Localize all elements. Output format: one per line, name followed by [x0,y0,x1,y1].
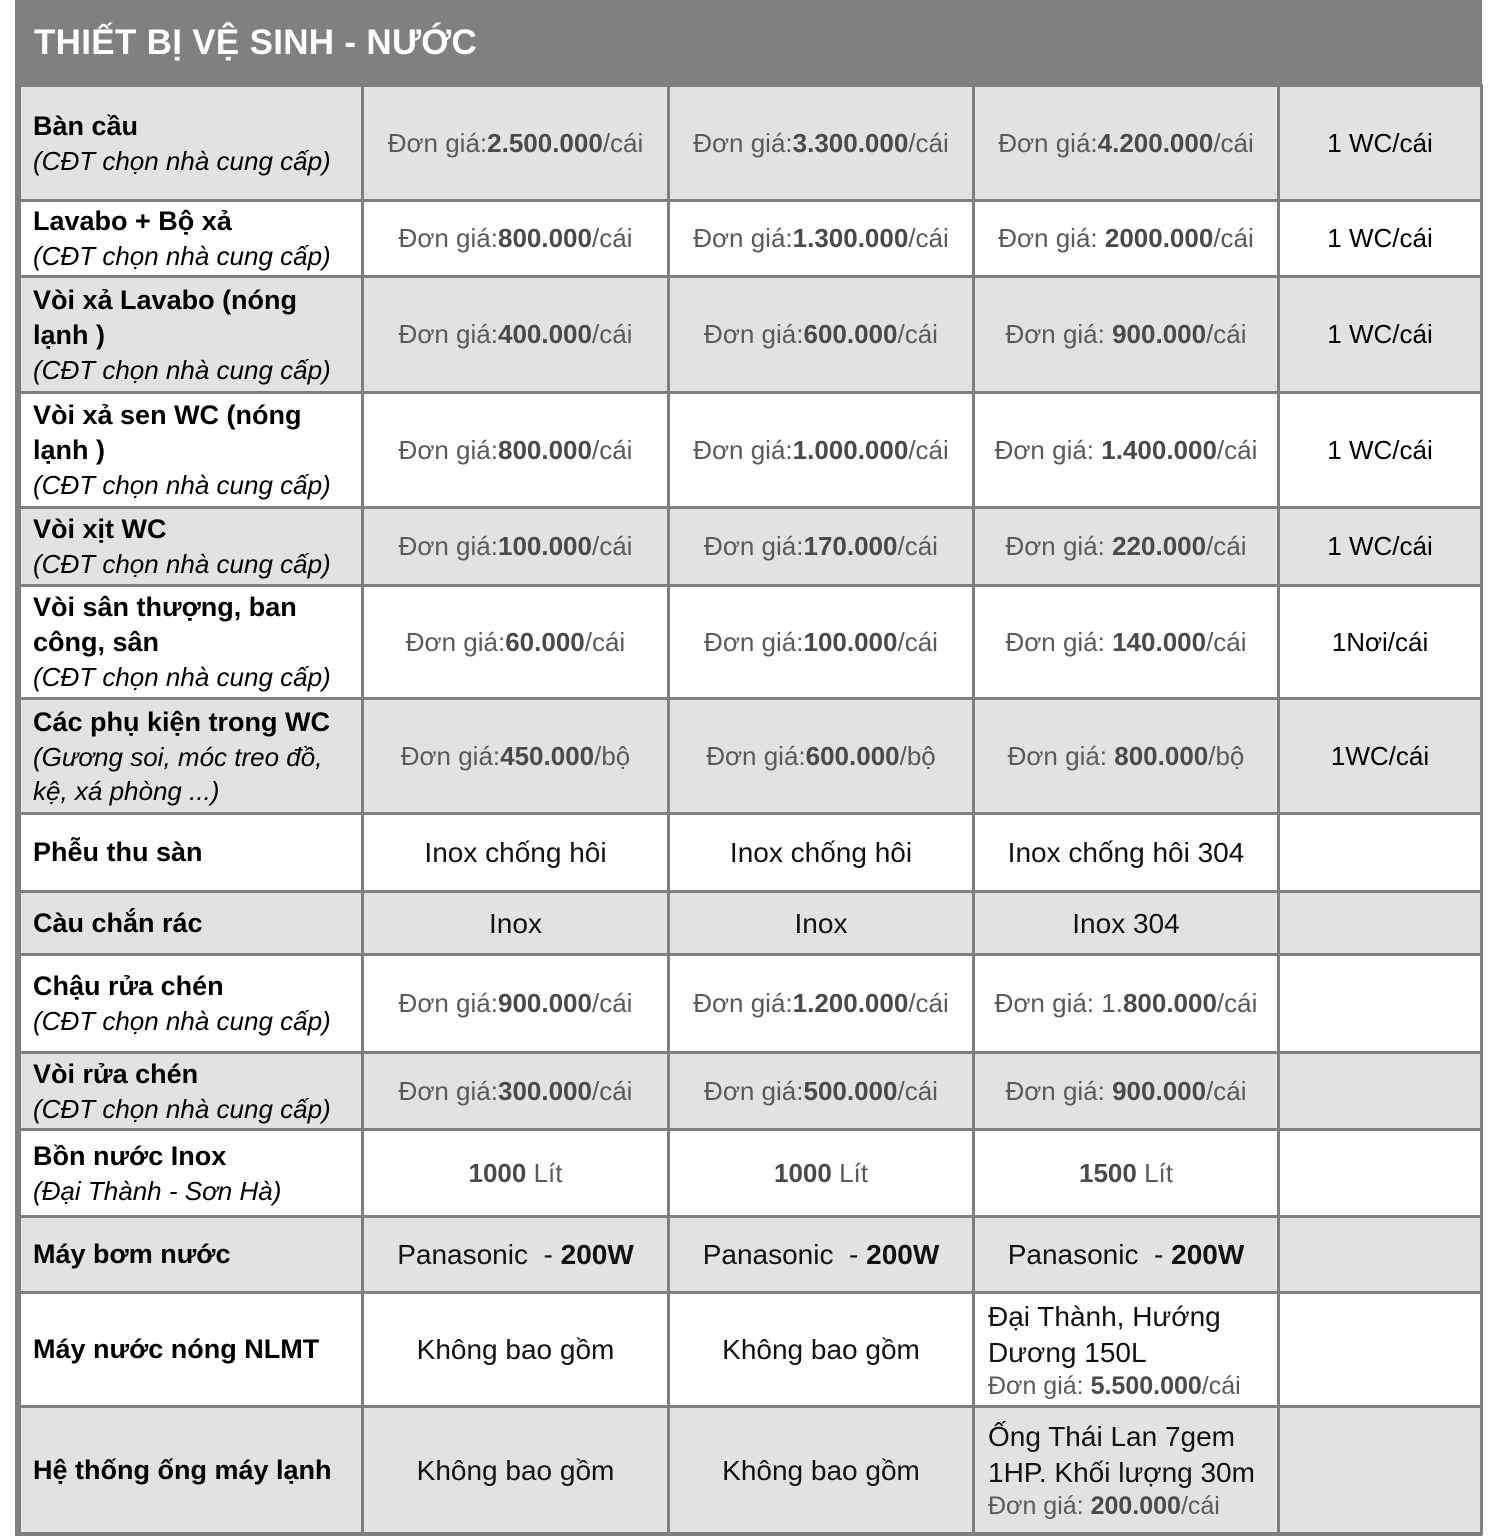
price-label: Đơn giá: [398,988,498,1019]
package-3-cell [974,1130,1279,1217]
pump-brand: Panasonic - [1007,1239,1172,1270]
price-value: 220.000 [1112,531,1207,562]
item-note: (CĐT chọn nhà cung cấp) [33,470,331,500]
item-name: Vòi xả sen WC (nóng lạnh ) [33,400,302,465]
item-name-cell [20,892,363,955]
price-unit: /cái [1206,626,1247,657]
price-label: Đơn giá: [988,1371,1091,1400]
item-name: Vòi sân thượng, ban công, sân [33,592,297,657]
package-3-cell [974,814,1279,892]
price-unit: /bộ [1208,740,1245,771]
package-1-cell [363,699,669,814]
price-label: Đơn giá: [704,319,804,350]
price-unit: /cái [1213,127,1254,158]
section-title: THIẾT BỊ VỆ SINH - NƯỚC [15,0,1482,84]
unit-price [988,1491,1277,1521]
unit-price [388,128,644,158]
unit-price [706,741,936,771]
item-name: Máy nước nóng NLMT [33,1334,320,1364]
unit-price [1008,741,1245,771]
price-value: 1500 [1079,1157,1137,1188]
package-2-cell [669,1130,974,1217]
quantity: 1 WC/cái [1327,434,1433,465]
pump-spec [703,1239,940,1270]
unit-price [693,435,949,465]
price-label: Đơn giá: [998,223,1105,254]
item-name: Bàn cầu [33,110,139,141]
unit-price [693,223,949,253]
quantity-cell [1279,86,1482,201]
package-1-cell [363,1217,669,1293]
price-unit: /cái [1206,1075,1247,1106]
table-row [20,1053,1482,1130]
item-name: Các phụ kiện trong WC [33,706,330,737]
price-value: 100.000 [497,531,592,562]
package-2-cell [669,508,974,586]
table-row [20,699,1482,814]
item-note: (Gương soi, móc treo đồ, kệ, xá phòng ...) [33,741,323,806]
item-name-cell [20,955,363,1053]
package-2-cell [669,201,974,277]
price-unit: /cái [897,626,938,657]
table-row [20,1130,1482,1217]
price-label: Đơn giá: [398,531,498,562]
quantity-cell [1279,201,1482,277]
price-label: Đơn giá: [693,988,793,1019]
package-2-cell [669,1407,974,1534]
price-value: 600.000 [805,740,900,771]
price-label: Đơn giá: [405,626,506,657]
table-row [20,393,1482,508]
price-value: 450.000 [500,740,595,771]
unit-price [774,1158,868,1188]
price-unit: /cái [1216,434,1258,465]
package-1-cell [363,814,669,892]
price-unit: /cái [602,127,644,158]
item-name-cell [20,393,363,508]
unit-price [693,988,949,1018]
package-1-cell [363,1407,669,1534]
spec-text: Inox chống hôi 304 [1007,837,1245,868]
unit-price [704,1076,938,1106]
price-unit: /cái [908,988,949,1019]
item-name-cell [20,814,363,892]
unit-price [1079,1158,1173,1188]
package-3-cell [974,393,1279,508]
price-label: Đơn giá: [398,223,498,254]
price-label: Đơn giá: [387,127,488,158]
package-1-cell [363,892,669,955]
price-label: Đơn giá: [398,319,498,350]
quantity-cell [1279,586,1482,699]
price-label: Đơn giá: [1005,1075,1113,1106]
package-1-cell [363,1130,669,1217]
price-label: Đơn giá: [994,434,1102,465]
equipment-table [18,84,1483,1535]
item-note: (CĐT chọn nhà cung cấp) [33,354,331,385]
unit-price [406,627,625,657]
table-row [20,586,1482,699]
price-value: 1.400.000 [1101,434,1217,465]
item-note: (CĐT chọn nhà cung cấp) [33,1006,331,1036]
price-unit: /cái [897,531,938,562]
table-row [20,1293,1482,1407]
quantity-cell [1279,393,1482,508]
item-name: Máy bơm nước [33,1239,231,1269]
price-label: Đơn giá: [706,740,806,771]
spec-text: Inox chống hôi [424,837,607,868]
item-note: (CĐT chọn nhà cung cấp) [33,241,331,271]
package-1-cell [363,393,669,508]
quantity-cell [1279,955,1482,1053]
package-2-cell [669,86,974,201]
item-name: Càu chắn rác [33,907,203,938]
package-1-cell [363,277,669,393]
table-row [20,1217,1482,1293]
item-name: Hệ thống ống máy lạnh [33,1454,332,1485]
price-value: 500.000 [803,1075,898,1106]
price-label: Đơn giá: [398,434,498,465]
table-row [20,814,1482,892]
price-unit: /cái [1206,531,1247,562]
unit-price [995,435,1258,465]
price-unit: /bộ [899,740,936,771]
item-name-cell [20,86,363,201]
price-unit: /cái [591,223,633,254]
quantity-cell [1279,892,1482,955]
price-value: 600.000 [803,319,898,350]
unit-price [704,319,938,349]
price-unit: /cái [1213,223,1254,254]
quantity-cell [1279,277,1482,393]
unit-price [1005,319,1246,349]
package-3-cell [974,86,1279,201]
item-name: Lavabo + Bộ xả [33,206,232,236]
price-label: Đơn giá: [704,626,804,657]
package-2-cell [669,277,974,393]
price-label: Đơn giá: [400,740,501,771]
spec-text: Không bao gồm [416,1334,615,1365]
package-2-cell [669,1053,974,1130]
pump-brand: Panasonic - [702,1239,867,1270]
package-1-cell [363,955,669,1053]
quantity: 1 WC/cái [1327,319,1433,350]
quantity: 1Nơi/cái [1331,626,1429,657]
price-unit: /cái [1201,1371,1241,1400]
unit-price [469,1158,563,1188]
pump-spec [1008,1239,1245,1270]
price-value: 140.000 [1112,626,1207,657]
quantity-cell [1279,699,1482,814]
unit-price [998,223,1254,253]
price-unit: /cái [1180,1492,1220,1520]
price-value: 2000.000 [1104,223,1214,254]
price-unit: /cái [897,1075,938,1106]
item-name: Bồn nước Inox [33,1140,227,1171]
package-3-cell [974,1053,1279,1130]
spec-text: Inox chống hôi [729,837,913,868]
spec-text: Inox [489,907,542,939]
package-3-cell [974,586,1279,699]
price-label: Đơn giá: [1005,319,1113,350]
unit-price [399,988,633,1018]
price-label: Đơn giá: [988,1492,1091,1520]
price-unit: /cái [584,626,626,657]
unit-price [1005,627,1246,657]
price-value: 1000 [468,1157,527,1188]
price-label: Đơn giá: [693,434,793,465]
quantity: 1 WC/cái [1327,223,1433,254]
item-note: (CĐT chọn nhà cung cấp) [33,145,331,176]
price-unit: /cái [591,531,633,562]
price-unit: /cái [591,319,633,350]
quantity-cell [1279,508,1482,586]
price-value: 900.000 [497,988,592,1019]
price-unit: /cái [591,434,633,465]
package-1-cell [363,1053,669,1130]
item-name-cell [20,1293,363,1407]
price-label: Đơn giá: 1. [994,988,1123,1019]
package-3-cell [974,892,1279,955]
unit-price [399,435,633,465]
item-name: Vòi xả Lavabo (nóng lạnh ) [33,284,298,350]
price-value: 100.000 [803,626,898,657]
unit-price [401,741,631,771]
price-unit: /cái [591,988,633,1019]
spec-line: Dương 150L [988,1336,1147,1368]
price-label: Đơn giá: [1005,626,1113,657]
spec-text: Không bao gồm [722,1334,920,1365]
table-row [20,955,1482,1053]
quantity: 1 WC/cái [1327,531,1433,562]
price-unit: Lít [831,1157,868,1188]
unit-price [995,988,1258,1018]
table-row [20,201,1482,277]
item-name-cell [20,1053,363,1130]
package-1-cell [363,1293,669,1407]
package-1-cell [363,586,669,699]
package-2-cell [669,955,974,1053]
price-value: 3.300.000 [792,127,909,158]
package-2-cell [669,814,974,892]
price-value: 1.200.000 [792,988,909,1019]
item-name-cell [20,1130,363,1217]
spec-sheet [15,0,1482,1536]
package-2-cell [669,586,974,699]
package-3-cell [974,1217,1279,1293]
price-value: 900.000 [1112,1075,1207,1106]
price-value: 60.000 [505,626,585,657]
package-2-cell [669,699,974,814]
price-unit: /cái [908,434,949,465]
price-value: 800.000 [1122,988,1217,1019]
item-name-cell [20,699,363,814]
unit-price [1005,531,1246,561]
package-2-cell [669,1293,974,1407]
item-name: Vòi xịt WC [33,514,167,544]
unit-price [399,531,633,561]
price-unit: /bộ [594,740,631,771]
quantity-cell [1279,1217,1482,1293]
price-unit: /cái [897,319,938,350]
quantity: 1 WC/cái [1327,127,1433,158]
unit-price [988,1371,1277,1401]
package-3-cell [974,955,1279,1053]
unit-price [998,128,1254,158]
price-unit: Lít [526,1157,563,1188]
spec-text: Không bao gồm [722,1454,920,1486]
item-note: (CĐT chọn nhà cung cấp) [33,549,331,579]
quantity: 1WC/cái [1330,740,1430,771]
table-row [20,1407,1482,1534]
pump-power: 200W [1171,1239,1245,1270]
unit-price [399,223,633,253]
package-3-cell [974,1293,1279,1407]
price-label: Đơn giá: [1005,531,1113,562]
spec-text: Không bao gồm [416,1454,615,1486]
table-row [20,86,1482,201]
package-1-cell [363,201,669,277]
price-label: Đơn giá: [998,127,1098,158]
price-label: Đơn giá: [398,1075,498,1106]
price-value: 1000 [774,1157,832,1188]
package-3-cell [974,277,1279,393]
unit-price [704,531,938,561]
price-unit: Lít [1136,1157,1173,1188]
package-2-cell [669,393,974,508]
price-value: 800.000 [1114,740,1209,771]
item-note: (Đại Thành - Sơn Hà) [33,1175,282,1206]
table-row [20,508,1482,586]
item-name-cell [20,1407,363,1534]
item-note: (CĐT chọn nhà cung cấp) [33,1093,331,1124]
price-value: 2.500.000 [487,127,603,158]
item-name: Phễu thu sàn [33,837,203,867]
item-name: Chậu rửa chén [33,971,224,1001]
unit-price [399,319,633,349]
quantity-cell [1279,1053,1482,1130]
spec-line: 1HP. Khối lượng 30m [988,1457,1255,1488]
price-value: 400.000 [497,319,592,350]
package-2-cell [669,892,974,955]
pump-power: 200W [560,1239,634,1270]
package-3-cell [974,201,1279,277]
package-1-cell [363,86,669,201]
table-row [20,277,1482,393]
item-name-cell [20,201,363,277]
table-row [20,892,1482,955]
item-name: Vòi rửa chén [33,1058,199,1089]
spec-text: Inox [794,907,848,939]
item-name-cell [20,1217,363,1293]
spec-line: Đại Thành, Hướng [988,1300,1221,1332]
price-value: 5.500.000 [1090,1371,1202,1400]
package-1-cell [363,508,669,586]
unit-price [399,1076,633,1106]
package-3-cell [974,508,1279,586]
quantity-cell [1279,814,1482,892]
price-unit: /cái [908,127,949,158]
quantity-cell [1279,1293,1482,1407]
price-unit: /cái [1206,319,1247,350]
price-value: 1.000.000 [792,434,909,465]
price-value: 300.000 [497,1075,592,1106]
quantity-cell [1279,1130,1482,1217]
price-unit: /cái [908,223,949,254]
price-value: 800.000 [497,223,592,254]
item-name-cell [20,277,363,393]
item-name-cell [20,586,363,699]
price-label: Đơn giá: [704,531,804,562]
price-value: 800.000 [497,434,592,465]
price-label: Đơn giá: [693,127,793,158]
pump-power: 200W [866,1239,940,1270]
item-name-cell [20,508,363,586]
item-note: (CĐT chọn nhà cung cấp) [33,662,331,692]
price-value: 170.000 [803,531,898,562]
price-label: Đơn giá: [704,1075,804,1106]
price-value: 1.300.000 [792,223,909,254]
unit-price [704,627,938,657]
quantity-cell [1279,1407,1482,1534]
spec-line: Ống Thái Lan 7gem [988,1421,1235,1452]
package-3-cell [974,1407,1279,1534]
price-value: 4.200.000 [1097,127,1214,158]
price-unit: /cái [591,1075,633,1106]
price-value: 200.000 [1090,1492,1181,1520]
price-unit: /cái [1216,988,1258,1019]
pump-spec [397,1239,634,1270]
price-label: Đơn giá: [1007,740,1115,771]
package-3-cell [974,699,1279,814]
unit-price [693,128,949,158]
unit-price [1005,1076,1246,1106]
pump-brand: Panasonic - [397,1239,561,1270]
price-label: Đơn giá: [693,223,793,254]
price-value: 900.000 [1112,319,1207,350]
spec-text: Inox 304 [1072,907,1180,939]
package-2-cell [669,1217,974,1293]
